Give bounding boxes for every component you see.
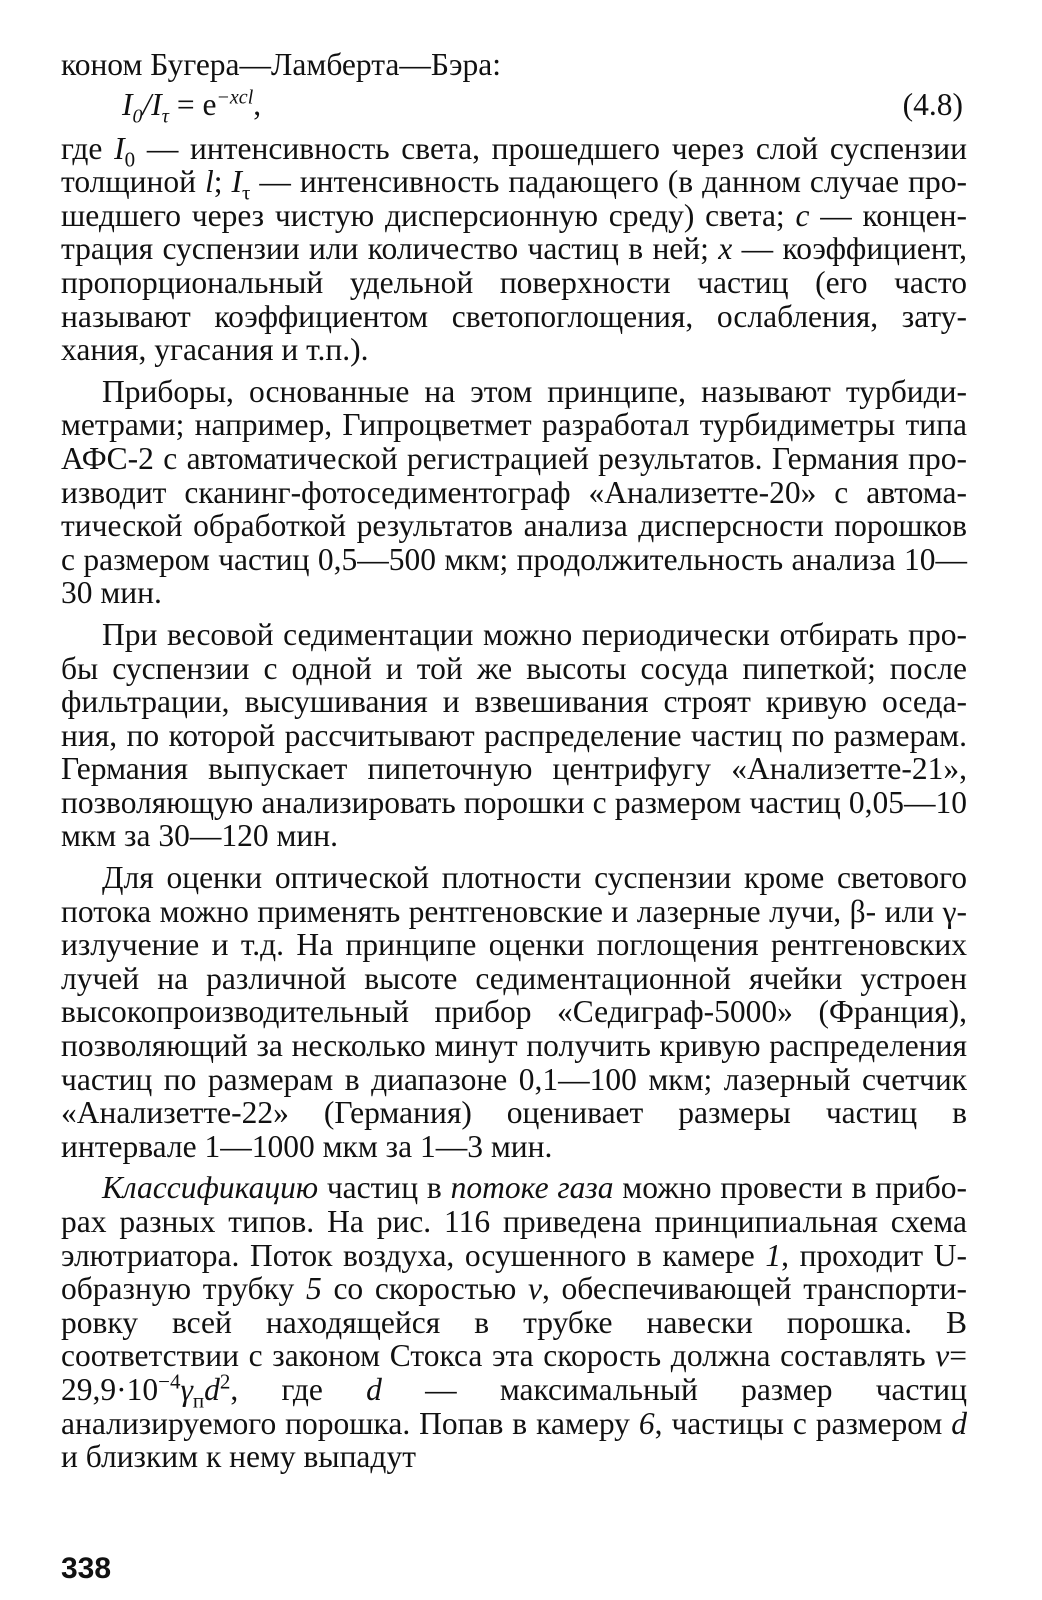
formula-expression: $I_0/I_\tau = e^{-xcl}$, xyxy=(122,86,262,127)
formula-4-8 xyxy=(61,88,967,128)
body-text xyxy=(61,48,967,1474)
paragraph-definitions: где $I_0$ — интенсивность света, прошедшего через слой суспензии толщиной l; $I_\tau$ — интенсивность падающего (в данном случае прошедшего через чистую дисперсионную среду) света; c — концентрация суспензии или количество частиц в ней; x — коэффициент, пропорциональный удельной поверхности частиц (его часто называют коэффициентом светопоглощения, ослабления, затухания, угасания и т.п.). xyxy=(61,130,968,368)
paragraph-weight-sedimentation: При весовой седиментации можно периодически отбирать пробы суспензии с одной и той же высоты сосуда пипеткой; после фильтрации, высушивания и взвешивания строят кривую оседания, по которой рассчитывают распределение частиц по размерам. Германия выпускает пипеточную центрифугу «Анализетте-21», позволяющую анализировать порошки с размером частиц 0,05—10 мкм за 30—120 мин. xyxy=(61,616,967,854)
equation-number: (4.8) xyxy=(902,86,963,122)
paragraph-turbidimeters: Приборы, основанные на этом принципе, называют турбидиметрами; например, Гипроцветмет разработал турбидиметры типа АФС-2 с автоматической регистрацией результатов. Германия производит сканинг-фотоседиментограф «Анализетте-20» с автоматической обработкой результатов анализа дисперсности порошков с размером частиц 0,5—500 мкм; продолжительность анализа 10—30 мин. xyxy=(61,373,967,611)
paragraph-optical-density: Для оценки оптической плотности суспензии кроме светового потока можно применять рентгеновские и лазерные лучи, β- или γ- излучение и т.д. На принципе оценки поглощения рентгеновских лучей на различной высоте седиментационной ячейки устроен высокопроизводительный прибор «Седиграф-5000» (Франция), позволяющий за несколько минут получить кривую распределения частиц по размерам в диапазоне 0,1—100 мкм; лазерный счетчик «Анализетте-22» (Германия) оценивает размеры частиц в интервале 1—1000 мкм за 1—3 мин. xyxy=(61,860,967,1164)
paragraph-gas-classification: Классификацию частиц в потоке газа можно провести в приборах разных типов. На рис. 116 приведена принципиальная схема элютриатора. Поток воздуха, осушенного в камере 1, проходит U-образную трубку 5 со скоростью v, обеспечивающей транспортировку всей находящейся в трубке навески порошка. В соответствии с законом Стокса эта скорость должна составлять $v= 29,9\cdot 10^{-4}\gamma_пd^2$, где d — максимальный размер частиц анализируемого порошка. Попав в камеру 6, частицы с размером d и близким к нему выпадут xyxy=(61,1170,968,1475)
intro-line: коном Бугера—Ламберта—Бэра: xyxy=(61,47,501,82)
page-number: 338 xyxy=(61,1552,112,1585)
